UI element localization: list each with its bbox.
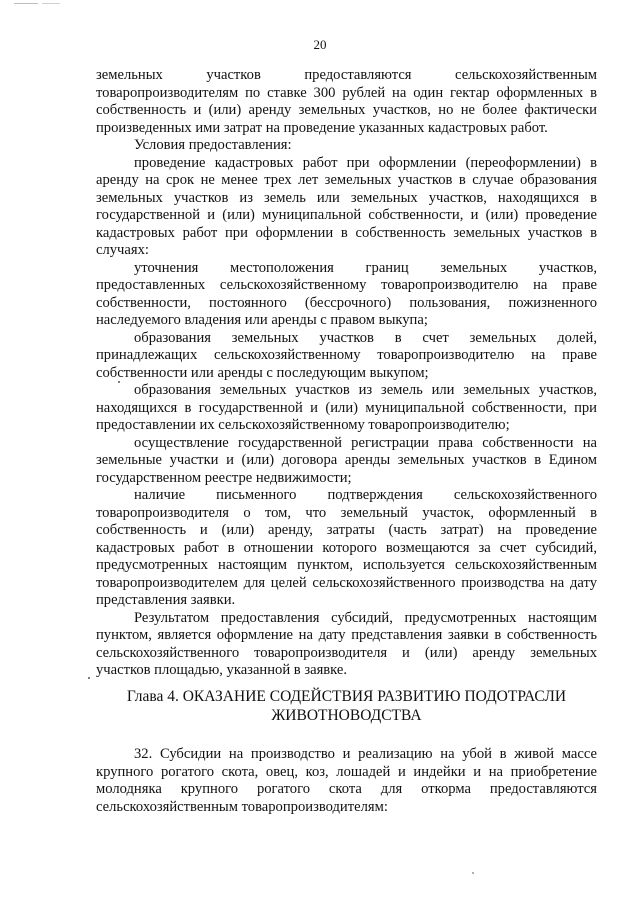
paragraph: 32. Субсидии на производство и реализацию на убой в живой массе крупного рогатого скота, овец, коз, лошадей и индейки и на приобретение молодняка крупного рогатого скота для откорма предоставляются сельскохозяйственным товаропроизводителям:: [96, 746, 597, 815]
chapter-heading: [96, 688, 597, 725]
paragraph: образования земельных участков в счет земельных долей, принадлежащих сельскохозяйственному товаропроизводителю на праве собственности или аренды с последующим выкупом;: [96, 329, 597, 381]
body-text: [96, 67, 597, 680]
paragraph: проведение кадастровых работ при оформлении (переоформлении) в аренду на срок не менее трех лет земельных участков в случае образования земельных участков из земель или земельных участков, находящихся в государственной и (или) муниципальной собственности, и (или) проведение кадастровых работ при оформлении в собственность земельных участков в случаях:: [96, 154, 597, 258]
paragraph: образования земельных участков из земель или земельных участков, находящихся в государственной и (или) муниципальной собственности, при предоставлении их сельскохозяйственному товаропроизводителю;: [96, 382, 597, 433]
paragraph: осуществление государственной регистрации права собственности на земельные участки и (или) договора аренды земельных участков в Едином государственном реестре недвижимости;: [96, 434, 597, 486]
paragraph: наличие письменного подтверждения сельскохозяйственного товаропроизводителя о том, что земельный участок, оформленный в собственность и (или) аренду, затраты (часть затрат) на проведение кадастровых работ в отношении которого возмещаются за счет субсидий, предусмотренных настоящим пунктом, используется сельскохозяйственным товаропроизводителем для целей сельскохозяйственного производства на дату представления заявки.: [96, 487, 597, 608]
scan-speck: [118, 381, 120, 383]
chapter-heading-line: Глава 4. ОКАЗАНИЕ СОДЕЙСТВИЯ РАЗВИТИЮ ПОДОТРАСЛИ: [126, 688, 567, 705]
paragraph: Результатом предоставления субсидий, предусмотренных настоящим пунктом, является оформление на дату представления заявки в собственность сельскохозяйственного товаропроизводителя и (или) аренду земельных участков площадью, указанной в заявке.: [96, 609, 597, 678]
page-number: 20: [313, 37, 327, 52]
paragraph: Условия предоставления:: [134, 137, 292, 153]
scan-mark: [42, 3, 60, 4]
section-32: [96, 746, 597, 816]
scan-speck: [472, 872, 474, 874]
paragraph: уточнения местоположения границ земельных участков, предоставленных сельскохозяйственному товаропроизводителю на праве собственности, постоянного (бессрочного) пользования, пожизненного наследуемого владения или аренды с правом выкупа;: [96, 259, 597, 328]
chapter-heading-line: ЖИВОТНОВОДСТВА: [271, 706, 422, 724]
scan-mark: [14, 3, 38, 4]
scan-speck: [88, 677, 90, 679]
paragraph: земельных участков предоставляются сельскохозяйственным товаропроизводителям по ставке 300 рублей на один гектар оформленных в собственность и (или) аренду земельных участков, но не более фактически произведенных ими затрат на проведение указанных кадастровых работ.: [96, 67, 597, 136]
